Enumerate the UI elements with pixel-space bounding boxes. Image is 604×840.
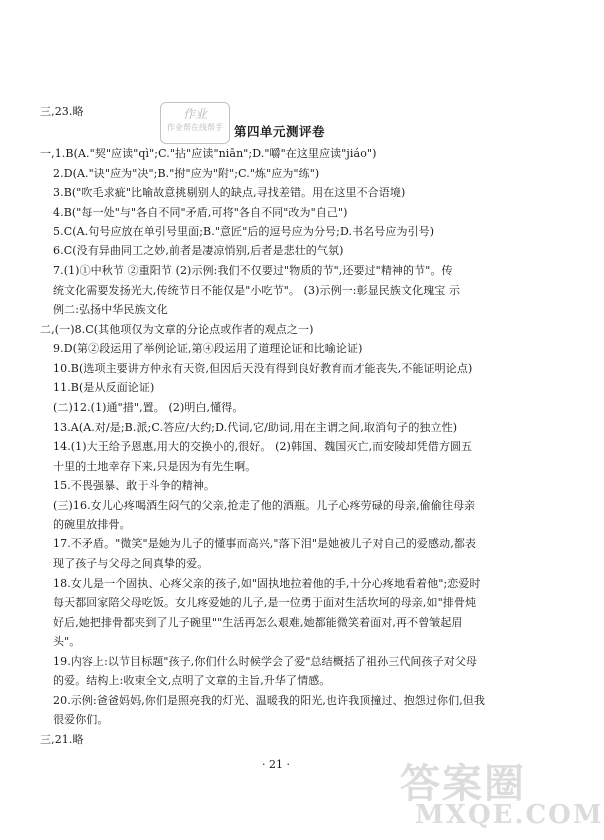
- page-number: · 21 ·: [262, 758, 290, 771]
- answer-line: 5.C(A.句号应放在单引号里面;B."意匠"后的逗号应为分号;D.书名号应为引号): [53, 225, 435, 238]
- answer-line: 的碗里放排骨。: [53, 518, 131, 531]
- homework-stamp-watermark: [160, 102, 230, 144]
- answer-line: 统文化需要发扬光大,传统节日不能仅是"小吃节"。 (3)示例一:彰显民族文化瑰宝 示: [53, 284, 461, 297]
- answer-line: 11.B(是从反面论证): [53, 381, 155, 394]
- answer-line: 13.A(A.对/是;B.派;C.答应/大约;D.代词,它/助词,用在主谓之间,取消句子的独立性): [53, 421, 458, 434]
- answer-line: 9.D(第②段运用了举例论证,第④段运用了道理论证和比喻论证): [53, 342, 363, 355]
- answer-line: 3.B("吹毛求疵"比喻故意挑剔别人的缺点,寻找差错。用在这里不合语境): [53, 186, 406, 199]
- answer-line: 2.D(A."诀"应为"决";B."拊"应为"附";C."炼"应为"练"): [53, 167, 320, 180]
- answer-line: 一,1.B(A."契"应读"qì";C."拈"应读"niān";D."嚼"在这里应读"jiáo"): [40, 147, 377, 160]
- page-title: 第四单元测评卷: [234, 124, 326, 139]
- answer-line: 三,21.略: [40, 733, 84, 746]
- answer-line: 很爱你们。: [53, 713, 109, 726]
- watermark-url: MXQE.COM: [415, 800, 604, 830]
- answer-line: 十里的土地幸存下来,只是因为有先生啊。: [53, 460, 257, 473]
- watermark-logo: 答案圈: [400, 760, 526, 807]
- answer-line: 6.C(没有异曲同工之妙,前者是凄凉悄别,后者是悲壮的气氛): [53, 244, 344, 257]
- answer-line: 三,23.略: [40, 105, 84, 118]
- answer-line: 现了孩子与父母之间真挚的爱。: [53, 557, 209, 570]
- answer-line: 20.示例:爸爸妈妈,你们是照亮我的灯光、温暖我的阳光,也许我顶撞过、抱怨过你们,但我: [53, 694, 485, 707]
- answer-line: (三)16.女儿心疼喝酒生闷气的父亲,抢走了他的酒瓶。儿子心疼劳碌的母亲,偷偷往母亲: [53, 499, 476, 512]
- stamp-top-text: 作业: [182, 107, 207, 121]
- answer-line: 4.B("每一处"与"各自不同"矛盾,可将"各自不同"改为"自己"): [53, 206, 348, 219]
- answer-line: 18.女儿是一个固执、心疼父亲的孩子,如"固执地拉着他的手,十分心疼地看着他";恋爱时: [53, 577, 481, 590]
- answer-line: 二,(一)8.C(其他项仅为文章的分论点或作者的观点之一): [40, 323, 314, 336]
- answer-line: 7.(1)①中秋节 ②重阳节 (2)示例:我们不仅要过"物质的节",还要过"精神的节"。传: [53, 264, 453, 277]
- stamp-bottom-text: 作业帮在线帮手: [167, 123, 223, 132]
- answer-line: (二)12.(1)通"措",置。 (2)明白,懂得。: [53, 401, 244, 414]
- answer-line: 10.B(选项主要讲方仲永有天资,但因后天没有得到良好教育而才能丧失,不能证明论点): [53, 362, 473, 375]
- answer-line: 17.不矛盾。"微笑"是她为儿子的懂事而高兴,"落下泪"是她被儿子对自己的爱感动,都表: [53, 537, 477, 550]
- answer-line: 每天都回家陪父母吃饭。女儿疼爱她的儿子,是一位勇于面对生活坎坷的母亲,如"排骨炖: [53, 596, 477, 609]
- answer-line: 14.(1)大王给予恩惠,用大的交换小的,很好。 (2)韩国、魏国灭亡,而安陵却凭借方圆五: [53, 440, 473, 453]
- answer-line: 19.内容上:以节目标题"孩子,你们什么时候学会了爱"总结概括了祖孙三代间孩子对父母: [53, 655, 478, 668]
- answer-line: 的爱。结构上:收束全文,点明了文章的主旨,升华了情感。: [53, 674, 331, 687]
- answer-line: 15.不畏强暴、敢于斗争的精神。: [53, 479, 216, 492]
- answer-line: 头"。: [53, 635, 81, 648]
- answer-line: 例二:弘扬中华民族文化: [53, 303, 168, 316]
- answer-line: 好后,她把排骨都夹到了儿子碗里""生活再怎么艰难,她都能微笑着面对,再不曾皱起眉: [53, 616, 463, 629]
